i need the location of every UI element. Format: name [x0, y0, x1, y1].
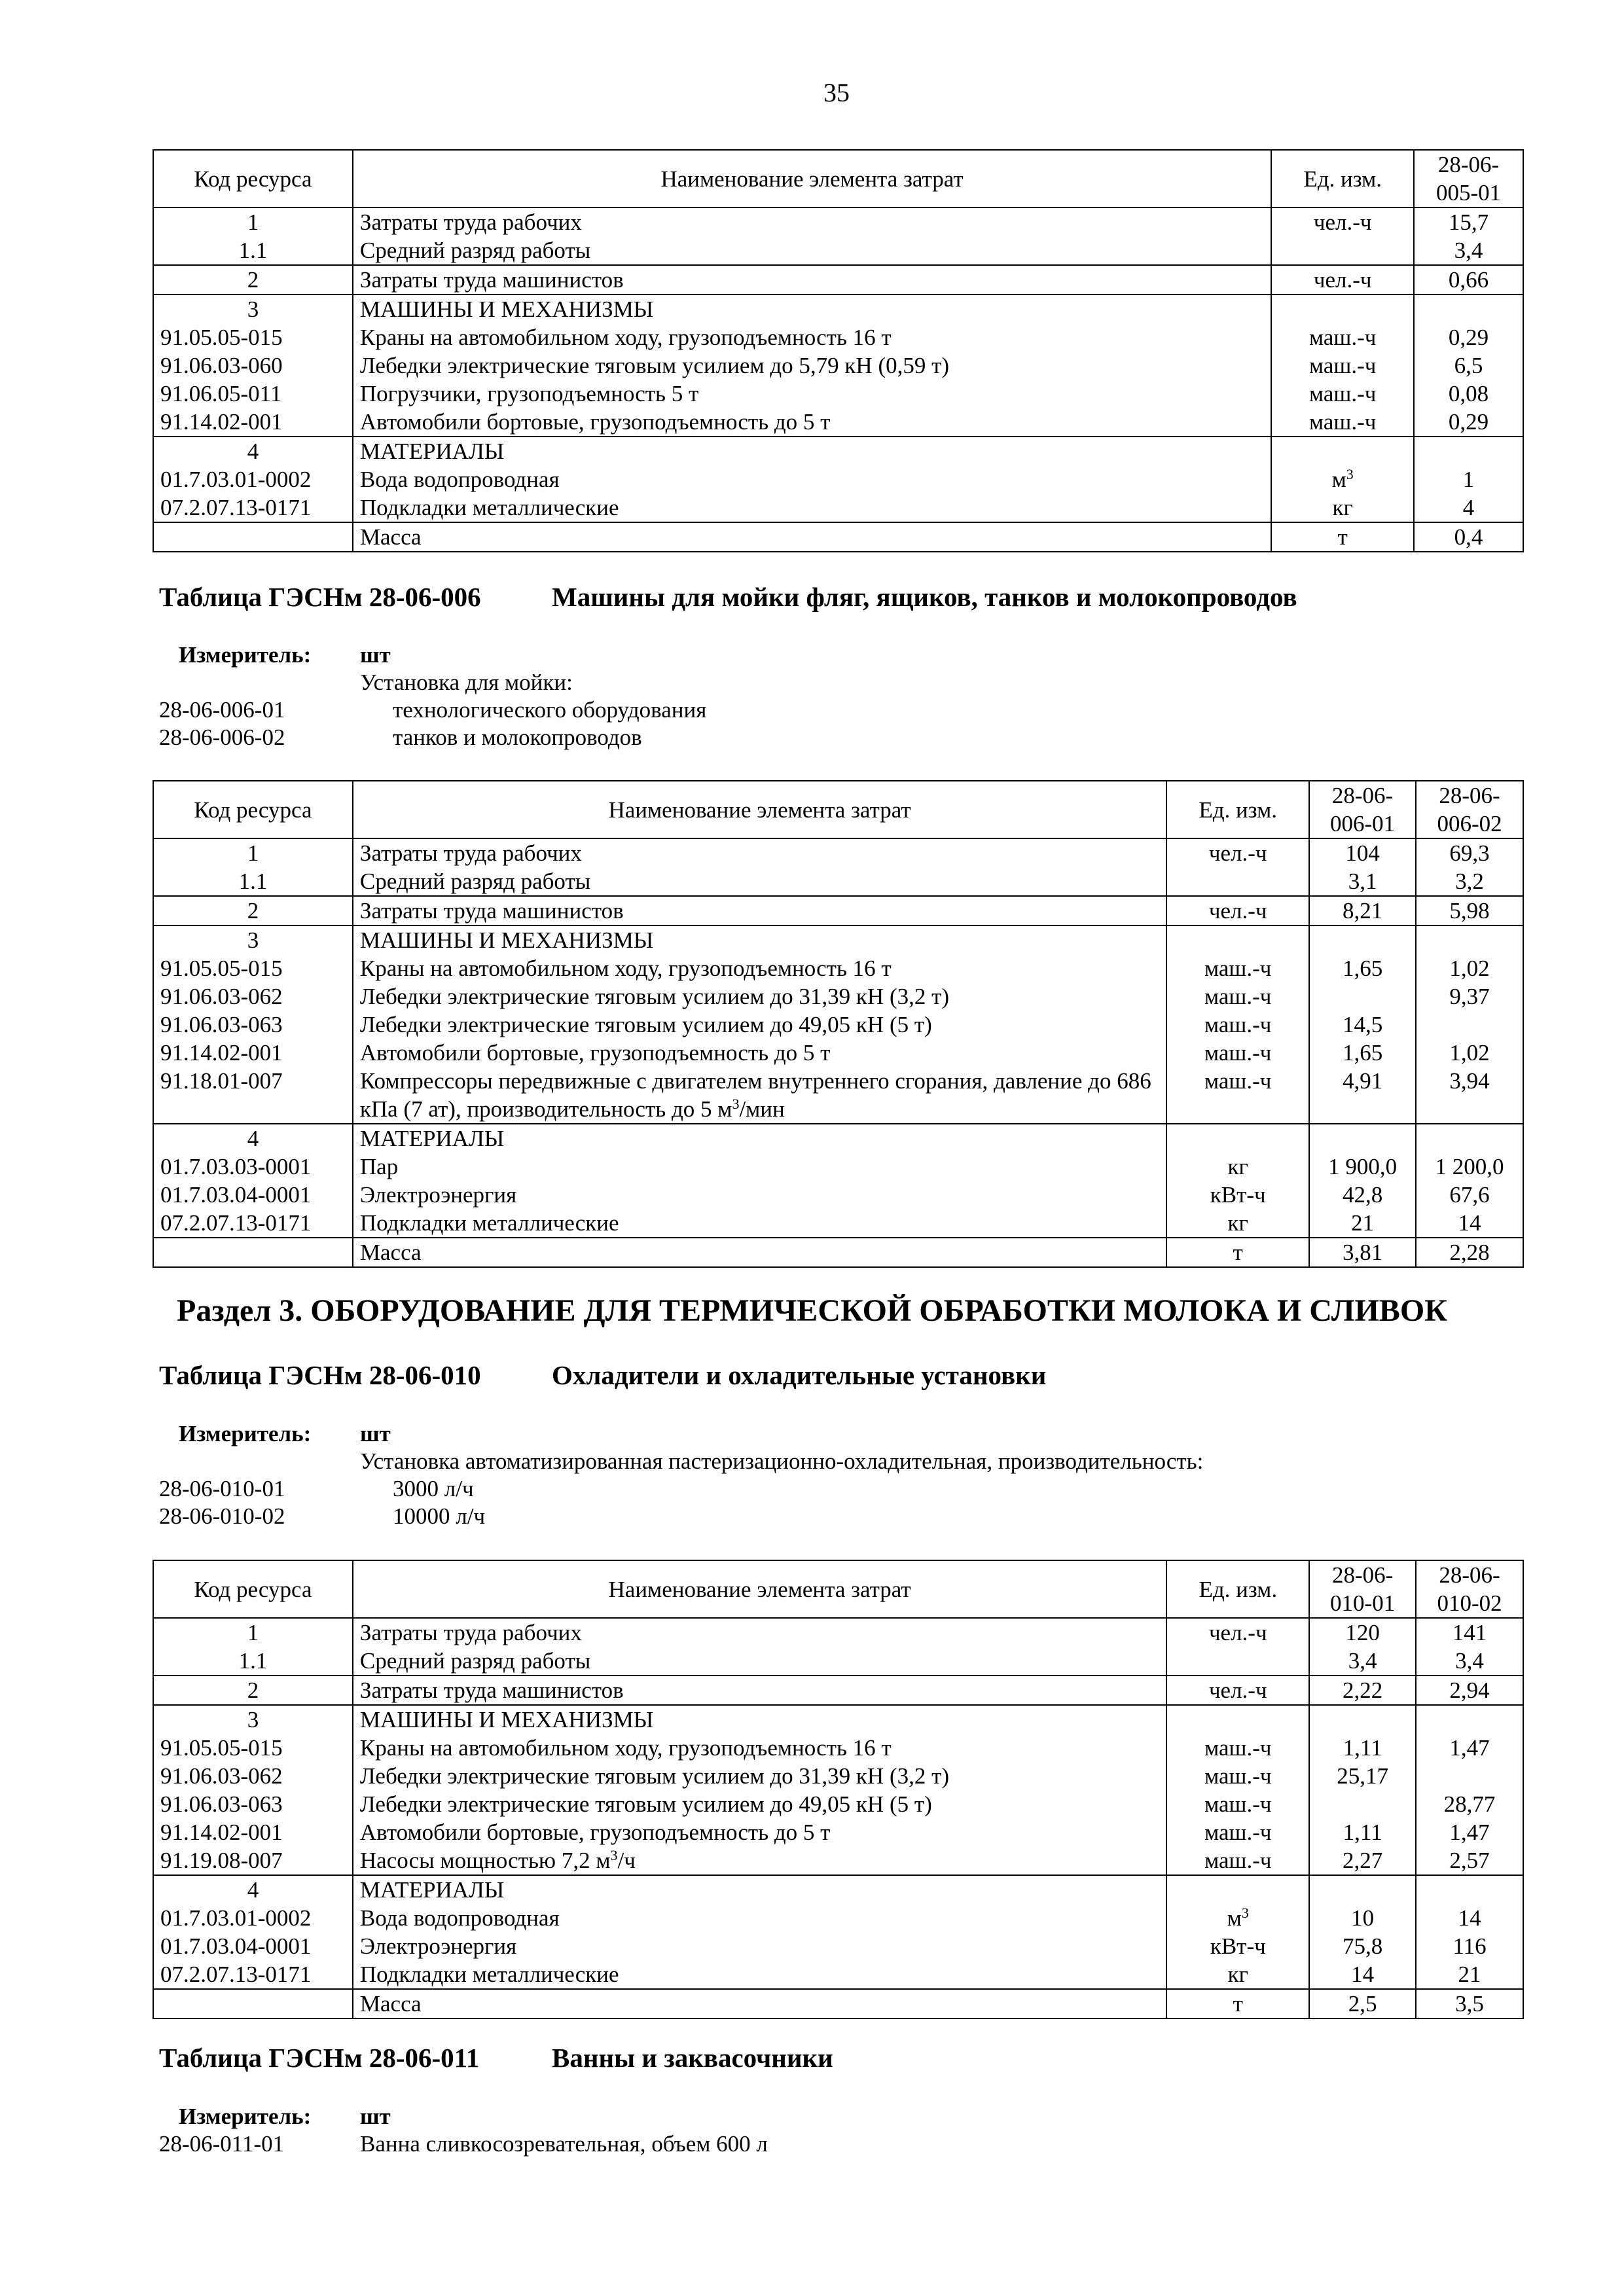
measure-description: Установка для мойки:: [360, 670, 573, 695]
table-title: Охладители и охладительные установки: [552, 1360, 1047, 1390]
cell-unit: кВт-ч: [1166, 1932, 1309, 1960]
cell-unit: маш.-ч: [1271, 323, 1414, 351]
cell-unit: т: [1166, 1989, 1309, 2018]
col-header-code: Код ресурса: [153, 781, 353, 838]
table-row: [153, 1790, 1523, 1818]
cell-value: 21: [1309, 1209, 1416, 1238]
cell-code: 07.2.07.13-0171: [153, 493, 353, 522]
col-header-unit: Ед. изм.: [1166, 781, 1309, 838]
cell-unit: чел.-ч: [1271, 265, 1414, 295]
cell-value: 4,91: [1309, 1067, 1416, 1124]
cell-value: 3,5: [1416, 1989, 1523, 2018]
cell-unit: [1166, 867, 1309, 896]
col-header-value: 28-06- 006-01: [1309, 781, 1416, 838]
cell-value: 9,37: [1416, 982, 1523, 1011]
col-header-value: 28-06- 006-02: [1416, 781, 1523, 838]
cell-value: 6,5: [1414, 351, 1523, 380]
table-row: [153, 867, 1523, 896]
cell-unit: т: [1166, 1238, 1309, 1267]
cell-unit: маш.-ч: [1166, 1067, 1309, 1124]
table-row: [153, 1124, 1523, 1153]
cell-name: МАТЕРИАЛЫ: [353, 437, 1271, 465]
cell-value: 3,94: [1416, 1067, 1523, 1124]
table-heading-006: [159, 581, 1297, 613]
table-row: [153, 954, 1523, 982]
cell-value: 4: [1414, 493, 1523, 522]
table-row: [153, 437, 1523, 465]
cell-unit: чел.-ч: [1271, 207, 1414, 236]
cell-name: Краны на автомобильном ходу, грузоподъемность 16 т: [353, 954, 1166, 982]
cell-unit: т: [1271, 522, 1414, 552]
cell-unit: маш.-ч: [1166, 1846, 1309, 1875]
cell-value: 1 200,0: [1416, 1153, 1523, 1181]
table-row: [153, 1960, 1523, 1989]
item-text: танков и молокопроводов: [393, 725, 642, 750]
cell-code: 1.1: [153, 867, 353, 896]
cell-code: 07.2.07.13-0171: [153, 1960, 353, 1989]
cell-value: 14: [1416, 1209, 1523, 1238]
cell-value: [1309, 982, 1416, 1011]
cell-code: 1.1: [153, 1647, 353, 1676]
cell-name: Лебедки электрические тяговым усилием до 31,39 кН (3,2 т): [353, 982, 1166, 1011]
table-code: Таблица ГЭСНм 28-06-011: [159, 2043, 480, 2073]
table-row: [153, 982, 1523, 1011]
cell-name: Подкладки металлические: [353, 493, 1271, 522]
cell-value: 1: [1414, 465, 1523, 493]
cell-value: [1416, 1124, 1523, 1153]
item-text: 10000 л/ч: [393, 1503, 486, 1529]
cell-value: 1,65: [1309, 954, 1416, 982]
resource-table-010: [153, 1560, 1524, 2019]
cell-value: 2,22: [1309, 1676, 1416, 1705]
measure-block-006: [159, 641, 706, 751]
table-row: [153, 351, 1523, 380]
table-row: [153, 1734, 1523, 1762]
cell-code: 01.7.03.04-0001: [153, 1932, 353, 1960]
cell-code: 1: [153, 1618, 353, 1647]
cell-unit: маш.-ч: [1166, 954, 1309, 982]
measure-value: шт: [360, 2104, 391, 2129]
cell-unit: кг: [1166, 1209, 1309, 1238]
table-row: [153, 1762, 1523, 1790]
cell-value: 0,66: [1414, 265, 1523, 295]
cell-value: 3,1: [1309, 867, 1416, 896]
cell-unit: маш.-ч: [1166, 1011, 1309, 1039]
col-header-value: 28-06- 010-01: [1309, 1560, 1416, 1618]
col-header-value: 28-06- 005-01: [1414, 150, 1523, 207]
measure-block-011: [159, 2103, 768, 2158]
cell-value: [1414, 295, 1523, 323]
cell-code: 3: [153, 925, 353, 954]
table-row: [153, 207, 1523, 236]
cell-name: МАШИНЫ И МЕХАНИЗМЫ: [353, 295, 1271, 323]
cell-name: МАТЕРИАЛЫ: [353, 1875, 1166, 1904]
cell-code: 91.06.03-063: [153, 1790, 353, 1818]
cell-code: 01.7.03.03-0001: [153, 1153, 353, 1181]
cell-value: 116: [1416, 1932, 1523, 1960]
cell-unit: кг: [1166, 1960, 1309, 1989]
cell-unit: маш.-ч: [1271, 351, 1414, 380]
cell-code: 91.19.08-007: [153, 1846, 353, 1875]
cell-value: [1416, 1875, 1523, 1904]
table-row: [153, 1989, 1523, 2018]
cell-unit: [1166, 1705, 1309, 1734]
cell-unit: кг: [1166, 1153, 1309, 1181]
cell-name: Подкладки металлические: [353, 1209, 1166, 1238]
cell-name: Пар: [353, 1153, 1166, 1181]
cell-value: 14: [1416, 1904, 1523, 1932]
cell-code: [153, 1238, 353, 1267]
table-row: [153, 1153, 1523, 1181]
cell-name: Лебедки электрические тяговым усилием до 49,05 кН (5 т): [353, 1011, 1166, 1039]
cell-unit: [1166, 1875, 1309, 1904]
cell-name: Средний разряд работы: [353, 236, 1271, 265]
cell-code: 2: [153, 1676, 353, 1705]
cell-code: 01.7.03.01-0002: [153, 1904, 353, 1932]
cell-value: 3,4: [1414, 236, 1523, 265]
item-code: 28-06-006-02: [159, 725, 285, 750]
cell-value: 0,29: [1414, 323, 1523, 351]
cell-code: 91.06.03-062: [153, 982, 353, 1011]
cell-unit: маш.-ч: [1166, 1790, 1309, 1818]
cell-name: Автомобили бортовые, грузоподъемность до 5 т: [353, 408, 1271, 437]
cell-value: [1309, 925, 1416, 954]
cell-value: 75,8: [1309, 1932, 1416, 1960]
cell-code: 91.14.02-001: [153, 408, 353, 437]
cell-unit: чел.-ч: [1166, 1676, 1309, 1705]
measure-block-010: [159, 1420, 1203, 1530]
cell-value: 8,21: [1309, 896, 1416, 925]
cell-name: Масса: [353, 522, 1271, 552]
cell-unit: [1271, 236, 1414, 265]
cell-code: 3: [153, 1705, 353, 1734]
cell-code: 3: [153, 295, 353, 323]
cell-value: [1309, 1124, 1416, 1153]
cell-unit: чел.-ч: [1166, 838, 1309, 867]
table-row: [153, 1932, 1523, 1960]
col-header-name: Наименование элемента затрат: [353, 1560, 1166, 1618]
cell-value: [1416, 925, 1523, 954]
cell-value: 28,77: [1416, 1790, 1523, 1818]
item-code: 28-06-011-01: [159, 2131, 285, 2157]
cell-name: Масса: [353, 1238, 1166, 1267]
cell-code: 91.06.03-063: [153, 1011, 353, 1039]
cell-name: Лебедки электрические тяговым усилием до 5,79 кН (0,59 т): [353, 351, 1271, 380]
table-header-row: [153, 1560, 1523, 1618]
cell-code: 91.06.03-062: [153, 1762, 353, 1790]
col-header-unit: Ед. изм.: [1271, 150, 1414, 207]
cell-name: Краны на автомобильном ходу, грузоподъемность 16 т: [353, 1734, 1166, 1762]
cell-value: 104: [1309, 838, 1416, 867]
cell-unit: маш.-ч: [1271, 380, 1414, 408]
cell-unit: $м^3$: [1271, 465, 1414, 493]
table-row: [153, 1039, 1523, 1067]
cell-value: 42,8: [1309, 1181, 1416, 1209]
table-row: [153, 925, 1523, 954]
cell-name: Автомобили бортовые, грузоподъемность до 5 т: [353, 1818, 1166, 1846]
item-code: 28-06-010-02: [159, 1503, 285, 1529]
col-header-value: 28-06- 010-02: [1416, 1560, 1523, 1618]
table-row: [153, 1676, 1523, 1705]
cell-name: Лебедки электрические тяговым усилием до 49,05 кН (5 т): [353, 1790, 1166, 1818]
cell-unit: чел.-ч: [1166, 1618, 1309, 1647]
table-row: [153, 838, 1523, 867]
cell-name: Вода водопроводная: [353, 1904, 1166, 1932]
cell-code: 1: [153, 838, 353, 867]
cell-value: [1416, 1762, 1523, 1790]
cell-value: 10: [1309, 1904, 1416, 1932]
cell-value: 1 900,0: [1309, 1153, 1416, 1181]
measure-label: Измеритель:: [179, 1421, 312, 1446]
cell-name: МАТЕРИАЛЫ: [353, 1124, 1166, 1153]
cell-name: Затраты труда рабочих: [353, 1618, 1166, 1647]
cell-value: 2,5: [1309, 1989, 1416, 2018]
cell-code: 4: [153, 437, 353, 465]
cell-code: 91.14.02-001: [153, 1039, 353, 1067]
table-row: [153, 323, 1523, 351]
cell-value: [1416, 1705, 1523, 1734]
table-row: [153, 1846, 1523, 1875]
cell-code: 01.7.03.01-0002: [153, 465, 353, 493]
table-row: [153, 236, 1523, 265]
table-heading-011: [159, 2042, 833, 2073]
cell-name: Насосы мощностью 7,2 $м^3/ч$: [353, 1846, 1166, 1875]
cell-code: 91.05.05-015: [153, 954, 353, 982]
cell-value: 0,4: [1414, 522, 1523, 552]
table-row: [153, 1705, 1523, 1734]
cell-name: Краны на автомобильном ходу, грузоподъемность 16 т: [353, 323, 1271, 351]
cell-value: 5,98: [1416, 896, 1523, 925]
item-code: 28-06-006-01: [159, 697, 285, 723]
table-header-row: [153, 781, 1523, 838]
cell-value: 69,3: [1416, 838, 1523, 867]
cell-unit: маш.-ч: [1166, 1734, 1309, 1762]
cell-value: 1,65: [1309, 1039, 1416, 1067]
cell-code: 91.06.05-011: [153, 380, 353, 408]
cell-name: Затраты труда машинистов: [353, 896, 1166, 925]
cell-value: [1309, 1790, 1416, 1818]
cell-name: Масса: [353, 1989, 1166, 2018]
cell-code: [153, 1989, 353, 2018]
cell-value: 0,29: [1414, 408, 1523, 437]
measure-value: шт: [360, 642, 391, 668]
cell-unit: маш.-ч: [1166, 1762, 1309, 1790]
cell-value: 1,47: [1416, 1734, 1523, 1762]
cell-value: 1,02: [1416, 954, 1523, 982]
cell-name: МАШИНЫ И МЕХАНИЗМЫ: [353, 925, 1166, 954]
cell-name: МАШИНЫ И МЕХАНИЗМЫ: [353, 1705, 1166, 1734]
table-code: Таблица ГЭСНм 28-06-006: [159, 582, 481, 612]
col-header-unit: Ед. изм.: [1166, 1560, 1309, 1618]
cell-value: 1,11: [1309, 1734, 1416, 1762]
cell-value: 21: [1416, 1960, 1523, 1989]
cell-value: 120: [1309, 1618, 1416, 1647]
cell-value: 67,6: [1416, 1181, 1523, 1209]
cell-unit: маш.-ч: [1166, 1039, 1309, 1067]
cell-code: 2: [153, 896, 353, 925]
cell-value: 2,28: [1416, 1238, 1523, 1267]
cell-code: 1.1: [153, 236, 353, 265]
table-row: [153, 380, 1523, 408]
cell-value: 3,4: [1416, 1647, 1523, 1676]
cell-value: 1,11: [1309, 1818, 1416, 1846]
cell-unit: [1271, 295, 1414, 323]
table-row: [153, 1011, 1523, 1039]
cell-code: 01.7.03.04-0001: [153, 1181, 353, 1209]
item-text: технологического оборудования: [393, 697, 707, 723]
cell-name: Подкладки металлические: [353, 1960, 1166, 1989]
section-heading: Раздел 3. ОБОРУДОВАНИЕ ДЛЯ ТЕРМИЧЕСКОЙ ОБРАБОТКИ МОЛОКА И СЛИВОК: [177, 1293, 1447, 1328]
cell-code: [153, 522, 353, 552]
table-title: Машины для мойки фляг, ящиков, танков и молокопроводов: [552, 582, 1297, 612]
cell-name: Автомобили бортовые, грузоподъемность до 5 т: [353, 1039, 1166, 1067]
cell-value: [1309, 1875, 1416, 1904]
cell-unit: чел.-ч: [1166, 896, 1309, 925]
table-title: Ванны и заквасочники: [552, 2043, 833, 2073]
cell-value: 141: [1416, 1618, 1523, 1647]
cell-code: 2: [153, 265, 353, 295]
table-row: [153, 1618, 1523, 1647]
cell-name: Лебедки электрические тяговым усилием до 31,39 кН (3,2 т): [353, 1762, 1166, 1790]
cell-unit: маш.-ч: [1166, 982, 1309, 1011]
cell-name: Средний разряд работы: [353, 867, 1166, 896]
cell-unit: [1271, 437, 1414, 465]
col-header-code: Код ресурса: [153, 1560, 353, 1618]
cell-value: 3,2: [1416, 867, 1523, 896]
table-row: [153, 493, 1523, 522]
cell-code: 4: [153, 1875, 353, 1904]
page-number: 35: [823, 78, 850, 107]
table-row: [153, 1875, 1523, 1904]
table-header-row: [153, 150, 1523, 207]
cell-unit: [1166, 1647, 1309, 1676]
cell-unit: кВт-ч: [1166, 1181, 1309, 1209]
cell-value: [1416, 1011, 1523, 1039]
cell-name: Средний разряд работы: [353, 1647, 1166, 1676]
table-row: [153, 1181, 1523, 1209]
cell-value: [1309, 1705, 1416, 1734]
cell-value: 2,57: [1416, 1846, 1523, 1875]
table-row: [153, 408, 1523, 437]
cell-code: 91.06.03-060: [153, 351, 353, 380]
measure-value: шт: [360, 1421, 391, 1446]
cell-name: Затраты труда машинистов: [353, 265, 1271, 295]
cell-unit: маш.-ч: [1271, 408, 1414, 437]
cell-unit: [1166, 1124, 1309, 1153]
cell-unit: $м^3$: [1166, 1904, 1309, 1932]
table-row: [153, 1818, 1523, 1846]
table-row: [153, 522, 1523, 552]
cell-code: 91.18.01-007: [153, 1067, 353, 1124]
table-row: [153, 896, 1523, 925]
cell-value: 1,02: [1416, 1039, 1523, 1067]
table-heading-010: [159, 1359, 1046, 1391]
cell-name: Затраты труда рабочих: [353, 207, 1271, 236]
cell-name: Затраты труда машинистов: [353, 1676, 1166, 1705]
resource-table-005: [153, 149, 1524, 552]
measure-description: Установка автоматизированная пастеризационно-охладительная, производительность:: [360, 1448, 1204, 1474]
table-row: [153, 1647, 1523, 1676]
table-row: [153, 1209, 1523, 1238]
measure-label: Измеритель:: [179, 642, 312, 668]
resource-table-006: [153, 780, 1524, 1268]
cell-name: Компрессоры передвижные с двигателем внутреннего сгорания, давление до 686 кПа (7 ат), производительность до 5 $м^3$/мин: [353, 1067, 1166, 1124]
cell-value: [1414, 437, 1523, 465]
col-header-name: Наименование элемента затрат: [353, 781, 1166, 838]
cell-code: 91.05.05-015: [153, 1734, 353, 1762]
cell-value: 15,7: [1414, 207, 1523, 236]
cell-value: 1,47: [1416, 1818, 1523, 1846]
table-row: [153, 265, 1523, 295]
cell-value: 3,81: [1309, 1238, 1416, 1267]
cell-value: 0,08: [1414, 380, 1523, 408]
cell-code: 4: [153, 1124, 353, 1153]
cell-name: Электроэнергия: [353, 1932, 1166, 1960]
cell-unit: маш.-ч: [1166, 1818, 1309, 1846]
cell-code: 91.05.05-015: [153, 323, 353, 351]
table-code: Таблица ГЭСНм 28-06-010: [159, 1360, 481, 1390]
item-text: Ванна сливкосозревательная, объем 600 л: [360, 2131, 768, 2157]
item-text: 3000 л/ч: [393, 1476, 474, 1501]
table-row: [153, 465, 1523, 493]
table-row: [153, 295, 1523, 323]
table-row: [153, 1904, 1523, 1932]
col-header-code: Код ресурса: [153, 150, 353, 207]
cell-code: 1: [153, 207, 353, 236]
cell-name: Вода водопроводная: [353, 465, 1271, 493]
cell-unit: [1166, 925, 1309, 954]
cell-value: 14: [1309, 1960, 1416, 1989]
cell-value: 2,27: [1309, 1846, 1416, 1875]
cell-name: Погрузчики, грузоподъемность 5 т: [353, 380, 1271, 408]
col-header-name: Наименование элемента затрат: [353, 150, 1271, 207]
cell-code: 07.2.07.13-0171: [153, 1209, 353, 1238]
cell-value: 2,94: [1416, 1676, 1523, 1705]
cell-value: 25,17: [1309, 1762, 1416, 1790]
cell-unit: кг: [1271, 493, 1414, 522]
cell-name: Электроэнергия: [353, 1181, 1166, 1209]
cell-value: 14,5: [1309, 1011, 1416, 1039]
table-row: [153, 1238, 1523, 1267]
item-code: 28-06-010-01: [159, 1476, 285, 1501]
cell-value: 3,4: [1309, 1647, 1416, 1676]
measure-label: Измеритель:: [179, 2104, 312, 2129]
cell-code: 91.14.02-001: [153, 1818, 353, 1846]
table-row: [153, 1067, 1523, 1124]
cell-name: Затраты труда рабочих: [353, 838, 1166, 867]
